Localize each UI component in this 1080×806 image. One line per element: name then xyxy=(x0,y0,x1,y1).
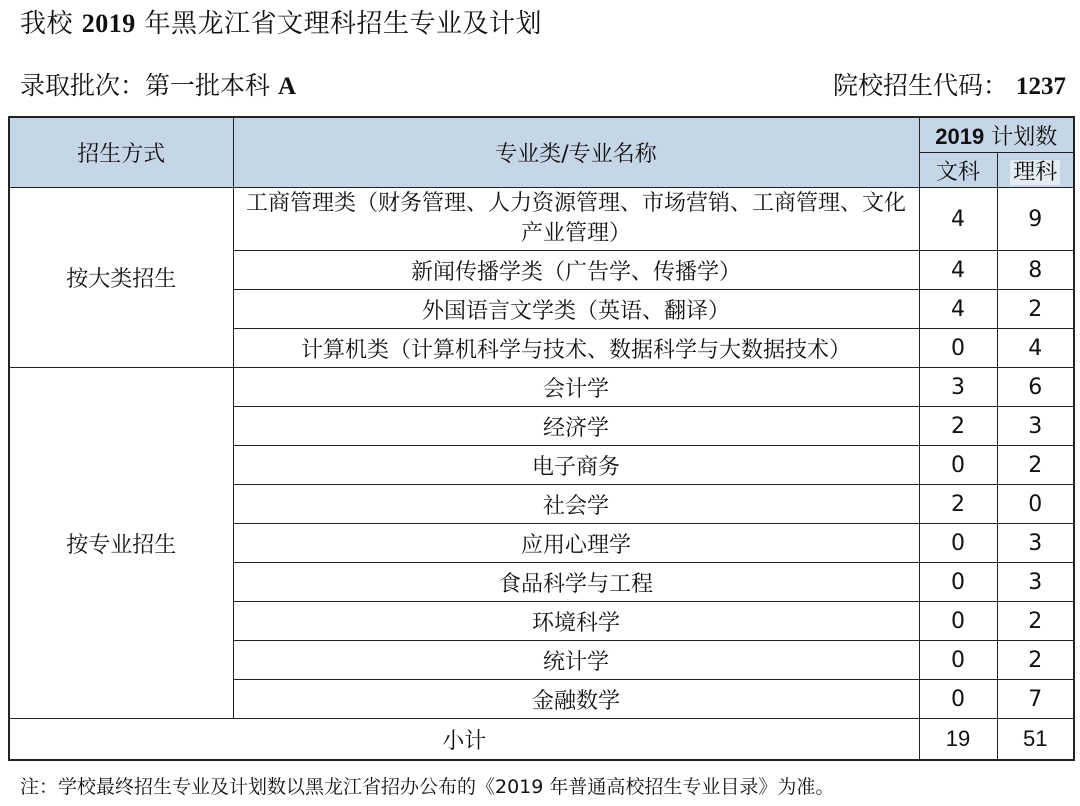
science-count-cell: 6 xyxy=(997,368,1074,407)
enrollment-mode-cell: 按大类招生 xyxy=(9,188,233,368)
major-name-cell: 统计学 xyxy=(233,641,919,680)
science-count-cell: 2 xyxy=(997,290,1074,329)
table-row xyxy=(9,188,1074,251)
header-plan-label: 计划数 xyxy=(991,124,1058,150)
major-name-cell: 经济学 xyxy=(233,407,919,446)
arts-count-cell: 0 xyxy=(919,563,997,602)
arts-count-cell: 4 xyxy=(919,188,997,251)
major-name-cell: 金融数学 xyxy=(233,680,919,719)
school-code-value: 1237 xyxy=(1016,73,1066,100)
major-name-cell: 环境科学 xyxy=(233,602,919,641)
arts-count-cell: 3 xyxy=(919,368,997,407)
arts-count-cell: 2 xyxy=(919,407,997,446)
title-suffix: 年黑龙江省文理科招生专业及计划 xyxy=(144,9,543,39)
table-footer xyxy=(9,719,1074,761)
major-name-cell: 食品科学与工程 xyxy=(233,563,919,602)
science-count-cell: 9 xyxy=(997,188,1074,251)
arts-count-cell: 2 xyxy=(919,485,997,524)
admission-batch xyxy=(20,66,296,106)
table-row xyxy=(9,368,1074,407)
science-count-cell: 2 xyxy=(997,446,1074,485)
major-name-cell: 计算机类（计算机科学与技术、数据科学与大数据技术） xyxy=(233,329,919,368)
header-arts: 文科 xyxy=(919,153,997,188)
enrollment-mode-cell: 按专业招生 xyxy=(9,368,233,719)
science-count-cell: 2 xyxy=(997,602,1074,641)
major-name-cell: 外国语言文学类（英语、翻译） xyxy=(233,290,919,329)
school-code xyxy=(833,66,1066,106)
subtotal-row xyxy=(9,719,1074,761)
header-plan-year: 2019 xyxy=(935,123,985,149)
science-count-cell: 3 xyxy=(997,524,1074,563)
title-year: 2019 xyxy=(81,9,136,38)
header-major-name: 专业类/专业名称 xyxy=(233,117,919,188)
arts-count-cell: 0 xyxy=(919,524,997,563)
batch-label: 录取批次：第一批本科 xyxy=(20,71,271,100)
major-name-cell: 新闻传播学类（广告学、传播学） xyxy=(233,251,919,290)
science-count-cell: 3 xyxy=(997,563,1074,602)
page-title xyxy=(20,4,542,44)
science-count-cell: 8 xyxy=(997,251,1074,290)
major-name-cell: 电子商务 xyxy=(233,446,919,485)
header-enrollment-mode: 招生方式 xyxy=(9,117,233,188)
table-body xyxy=(9,188,1074,719)
arts-count-cell: 0 xyxy=(919,329,997,368)
science-count-cell: 0 xyxy=(997,485,1074,524)
arts-count-cell: 0 xyxy=(919,602,997,641)
science-count-cell: 7 xyxy=(997,680,1074,719)
arts-count-cell: 0 xyxy=(919,641,997,680)
major-name-cell: 工商管理类（财务管理、人力资源管理、市场营销、工商管理、文化产业管理） xyxy=(233,188,919,251)
header-science xyxy=(997,153,1074,188)
science-count-cell: 3 xyxy=(997,407,1074,446)
major-name-cell: 会计学 xyxy=(233,368,919,407)
science-count-cell: 2 xyxy=(997,641,1074,680)
batch-value: A xyxy=(277,73,297,100)
major-name-cell: 应用心理学 xyxy=(233,524,919,563)
subtotal-label: 小计 xyxy=(9,719,919,761)
enrollment-plan-table xyxy=(8,116,1075,761)
school-code-label: 院校招生代码： xyxy=(833,71,1009,100)
arts-count-cell: 0 xyxy=(919,680,997,719)
subtotal-arts: 19 xyxy=(919,719,997,761)
science-count-cell: 4 xyxy=(997,329,1074,368)
subtotal-science: 51 xyxy=(997,719,1074,761)
header-plan-count xyxy=(919,117,1074,153)
title-prefix: 我校 xyxy=(20,9,74,39)
arts-count-cell: 4 xyxy=(919,251,997,290)
major-name-cell: 社会学 xyxy=(233,485,919,524)
arts-count-cell: 0 xyxy=(919,446,997,485)
arts-count-cell: 4 xyxy=(919,290,997,329)
footnote: 注：学校最终招生专业及计划数以黑龙江省招办公布的《2019 年普通高校招生专业目录》为准。 xyxy=(20,776,835,798)
header-science-label: 理科 xyxy=(1010,160,1060,185)
table-header xyxy=(9,117,1074,188)
